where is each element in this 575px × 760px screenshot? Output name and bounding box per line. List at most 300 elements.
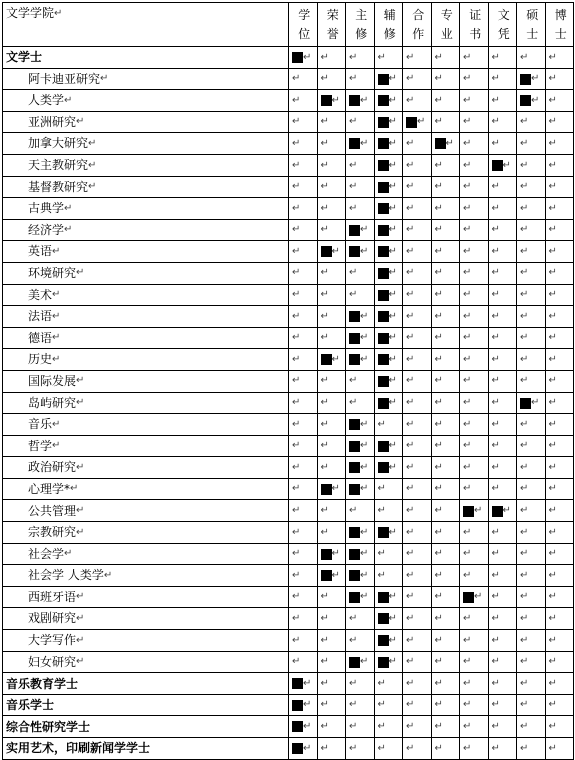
filled-square-icon [378, 246, 389, 257]
paragraph-mark-icon [435, 613, 443, 624]
offering-cell [317, 349, 346, 371]
paragraph-mark-icon [492, 462, 500, 473]
paragraph-mark-icon [520, 138, 528, 149]
paragraph-mark-icon [520, 52, 528, 63]
program-name: 基督教研究 [28, 179, 89, 194]
offering-cell [545, 327, 574, 349]
program-name: 政治研究 [28, 460, 77, 475]
offering-cell [374, 90, 403, 112]
paragraph-mark-icon [406, 246, 414, 257]
paragraph-mark-icon [321, 505, 329, 516]
offering-cell [317, 111, 346, 133]
offering-cell [545, 262, 574, 284]
offering-cell [488, 457, 517, 479]
paragraph-mark-icon [406, 224, 414, 235]
paragraph-mark-icon [292, 527, 300, 538]
offering-cell [545, 738, 574, 760]
paragraph-mark-icon [492, 181, 500, 192]
column-header-top: 文 [497, 7, 510, 22]
column-header-top: 合 [412, 7, 425, 22]
offering-cell [317, 457, 346, 479]
offering-cell [545, 457, 574, 479]
offering-cell [403, 565, 432, 587]
offering-cell [374, 651, 403, 673]
filled-square-icon [292, 721, 303, 732]
paragraph-mark-icon [406, 267, 414, 278]
offering-cell [545, 716, 574, 738]
paragraph-mark-icon [520, 591, 528, 602]
offering-cell [374, 738, 403, 760]
paragraph-mark-icon [389, 613, 397, 624]
paragraph-mark-icon [349, 505, 357, 516]
offering-cell [517, 306, 546, 328]
offering-cell [289, 392, 318, 414]
table-row [3, 435, 574, 457]
offering-cell [317, 198, 346, 220]
paragraph-mark-icon [52, 354, 60, 365]
offering-cell [317, 241, 346, 263]
paragraph-mark-icon [406, 375, 414, 386]
paragraph-mark-icon [378, 52, 386, 63]
paragraph-mark-icon [389, 203, 397, 214]
offering-cell [317, 673, 346, 695]
offering-cell [460, 370, 489, 392]
paragraph-mark-icon [321, 224, 329, 235]
paragraph-mark-icon [549, 332, 557, 343]
offering-cell [346, 522, 375, 544]
offering-cell [289, 586, 318, 608]
paragraph-mark-icon [492, 332, 500, 343]
offering-cell [403, 176, 432, 198]
filled-square-icon [378, 182, 389, 193]
offering-cell [517, 219, 546, 241]
offering-cell [374, 198, 403, 220]
paragraph-mark-icon [549, 527, 557, 538]
offering-cell [431, 219, 460, 241]
paragraph-mark-icon [378, 505, 386, 516]
table-row [3, 349, 574, 371]
offering-cell [374, 608, 403, 630]
paragraph-mark-icon [406, 397, 414, 408]
paragraph-mark-icon [435, 678, 443, 689]
offering-cell [289, 133, 318, 155]
column-header-bottom: 誉 [326, 26, 339, 41]
paragraph-mark-icon [321, 699, 329, 710]
column-header-bottom: 士 [554, 26, 567, 41]
paragraph-mark-icon [492, 354, 500, 365]
offering-cell [374, 306, 403, 328]
offering-cell [346, 392, 375, 414]
offering-cell [346, 306, 375, 328]
offering-cell [289, 47, 318, 69]
filled-square-icon [378, 354, 389, 365]
offering-cell [346, 327, 375, 349]
program-name-cell [3, 349, 289, 371]
filled-square-icon [349, 311, 360, 322]
paragraph-mark-icon [104, 570, 112, 581]
paragraph-mark-icon [389, 656, 397, 667]
paragraph-mark-icon [435, 548, 443, 559]
faculty-title: 文学学院 [6, 6, 55, 20]
offering-cell [289, 90, 318, 112]
offering-cell [431, 176, 460, 198]
offering-cell [431, 543, 460, 565]
paragraph-mark-icon [292, 419, 300, 430]
offering-cell [488, 716, 517, 738]
header-row [3, 3, 574, 47]
paragraph-mark-icon [520, 375, 528, 386]
paragraph-mark-icon [435, 354, 443, 365]
table-row [3, 176, 574, 198]
paragraph-mark-icon [435, 656, 443, 667]
offering-cell [460, 500, 489, 522]
paragraph-mark-icon [463, 548, 471, 559]
offering-cell [460, 478, 489, 500]
paragraph-mark-icon [360, 483, 368, 494]
column-header [488, 3, 517, 47]
paragraph-mark-icon [463, 52, 471, 63]
offering-cell [374, 522, 403, 544]
paragraph-mark-icon [321, 721, 329, 732]
filled-square-icon [292, 743, 303, 754]
paragraph-mark-icon [531, 397, 539, 408]
table-row [3, 68, 574, 90]
program-name: 天主教研究 [28, 158, 89, 173]
paragraph-mark-icon [406, 613, 414, 624]
column-header-top: 证 [469, 7, 482, 22]
offering-cell [346, 241, 375, 263]
paragraph-mark-icon [417, 116, 425, 127]
offering-cell [403, 457, 432, 479]
offering-cell [545, 500, 574, 522]
filled-square-icon [520, 398, 531, 409]
paragraph-mark-icon [463, 203, 471, 214]
paragraph-mark-icon [549, 52, 557, 63]
paragraph-mark-icon [76, 267, 84, 278]
offering-cell [346, 68, 375, 90]
offering-cell [488, 522, 517, 544]
offering-cell [488, 392, 517, 414]
offering-cell [317, 219, 346, 241]
paragraph-mark-icon [520, 332, 528, 343]
offering-cell [431, 435, 460, 457]
filled-square-icon [349, 95, 360, 106]
paragraph-mark-icon [520, 419, 528, 430]
paragraph-mark-icon [389, 591, 397, 602]
offering-cell [460, 349, 489, 371]
paragraph-mark-icon [520, 181, 528, 192]
offering-cell [317, 306, 346, 328]
paragraph-mark-icon [378, 548, 386, 559]
offering-cell [431, 262, 460, 284]
filled-square-icon [321, 549, 332, 560]
filled-square-icon [321, 95, 332, 106]
offering-cell [517, 694, 546, 716]
offering-cell [289, 457, 318, 479]
offering-cell [403, 522, 432, 544]
paragraph-mark-icon [360, 419, 368, 430]
column-header-top: 学 [298, 7, 311, 22]
paragraph-mark-icon [435, 635, 443, 646]
paragraph-mark-icon [389, 462, 397, 473]
program-name: 经济学 [28, 222, 65, 237]
offering-cell [403, 392, 432, 414]
paragraph-mark-icon [463, 419, 471, 430]
paragraph-mark-icon [520, 203, 528, 214]
paragraph-mark-icon [64, 203, 72, 214]
paragraph-mark-icon [520, 613, 528, 624]
offering-cell [460, 738, 489, 760]
paragraph-mark-icon [349, 73, 357, 84]
offering-cell [346, 565, 375, 587]
offering-cell [289, 694, 318, 716]
offering-cell [317, 414, 346, 436]
filled-square-icon [378, 74, 389, 85]
offering-cell [545, 133, 574, 155]
paragraph-mark-icon [463, 95, 471, 106]
paragraph-mark-icon [435, 181, 443, 192]
offering-cell [403, 133, 432, 155]
paragraph-mark-icon [349, 203, 357, 214]
offering-cell [460, 111, 489, 133]
offering-cell [517, 457, 546, 479]
table-row [3, 673, 574, 695]
offering-cell [403, 716, 432, 738]
paragraph-mark-icon [406, 73, 414, 84]
offering-cell [317, 565, 346, 587]
filled-square-icon [406, 117, 417, 128]
paragraph-mark-icon [435, 246, 443, 257]
paragraph-mark-icon [389, 95, 397, 106]
paragraph-mark-icon [321, 289, 329, 300]
paragraph-mark-icon [492, 570, 500, 581]
program-name-cell [3, 262, 289, 284]
offering-cell [289, 478, 318, 500]
offering-cell [403, 651, 432, 673]
paragraph-mark-icon [378, 678, 386, 689]
filled-square-icon [321, 484, 332, 495]
offering-cell [517, 673, 546, 695]
offering-cell [289, 630, 318, 652]
paragraph-mark-icon [435, 224, 443, 235]
offering-cell [460, 90, 489, 112]
paragraph-mark-icon [520, 246, 528, 257]
paragraph-mark-icon [389, 138, 397, 149]
offering-cell [346, 694, 375, 716]
paragraph-mark-icon [435, 570, 443, 581]
offering-cell [517, 392, 546, 414]
paragraph-mark-icon [349, 116, 357, 127]
paragraph-mark-icon [531, 95, 539, 106]
offering-cell [545, 47, 574, 69]
paragraph-mark-icon [76, 527, 84, 538]
offering-cell [545, 651, 574, 673]
offering-cell [346, 630, 375, 652]
program-name: 古典学 [28, 201, 65, 216]
paragraph-mark-icon [549, 73, 557, 84]
paragraph-mark-icon [406, 440, 414, 451]
column-header [431, 3, 460, 47]
filled-square-icon [292, 678, 303, 689]
paragraph-mark-icon [492, 699, 500, 710]
offering-cell [460, 47, 489, 69]
program-name: 加拿大研究 [28, 136, 89, 151]
column-header-bottom: 修 [355, 26, 368, 41]
program-name: 大学写作 [28, 633, 77, 648]
table-row [3, 694, 574, 716]
offering-cell [460, 154, 489, 176]
program-name-cell [3, 586, 289, 608]
paragraph-mark-icon [549, 483, 557, 494]
paragraph-mark-icon [492, 743, 500, 754]
paragraph-mark-icon [406, 462, 414, 473]
paragraph-mark-icon [492, 246, 500, 257]
offering-cell [403, 219, 432, 241]
offering-cell [488, 133, 517, 155]
paragraph-mark-icon [360, 440, 368, 451]
offering-cell [317, 284, 346, 306]
offering-cell [488, 262, 517, 284]
offering-cell [374, 630, 403, 652]
program-name: 哲学 [28, 438, 53, 453]
paragraph-mark-icon [492, 95, 500, 106]
paragraph-mark-icon [463, 635, 471, 646]
paragraph-mark-icon [321, 527, 329, 538]
offering-cell [374, 457, 403, 479]
offering-cell [431, 694, 460, 716]
paragraph-mark-icon [492, 138, 500, 149]
offering-cell [431, 47, 460, 69]
program-name-cell [3, 133, 289, 155]
offering-cell [403, 68, 432, 90]
offering-cell [431, 111, 460, 133]
paragraph-mark-icon [406, 656, 414, 667]
filled-square-icon [378, 398, 389, 409]
offering-cell [460, 68, 489, 90]
offering-cell [346, 198, 375, 220]
offering-cell [431, 370, 460, 392]
offering-cell [517, 478, 546, 500]
paragraph-mark-icon [321, 419, 329, 430]
program-name-cell [3, 673, 289, 695]
paragraph-mark-icon [463, 246, 471, 257]
offering-cell [545, 219, 574, 241]
offering-cell [346, 478, 375, 500]
offering-cell [374, 392, 403, 414]
paragraph-mark-icon [332, 483, 340, 494]
paragraph-mark-icon [549, 246, 557, 257]
offering-cell [289, 370, 318, 392]
offering-cell [460, 241, 489, 263]
paragraph-mark-icon [492, 267, 500, 278]
paragraph-mark-icon [292, 332, 300, 343]
paragraph-mark-icon [54, 8, 62, 19]
paragraph-mark-icon [76, 613, 84, 624]
paragraph-mark-icon [463, 289, 471, 300]
offering-cell [317, 716, 346, 738]
paragraph-mark-icon [292, 95, 300, 106]
paragraph-mark-icon [463, 224, 471, 235]
paragraph-mark-icon [435, 160, 443, 171]
offering-cell [317, 608, 346, 630]
paragraph-mark-icon [349, 52, 357, 63]
paragraph-mark-icon [406, 332, 414, 343]
offering-cell [289, 500, 318, 522]
paragraph-mark-icon [549, 548, 557, 559]
offering-cell [346, 176, 375, 198]
filled-square-icon [349, 138, 360, 149]
paragraph-mark-icon [492, 548, 500, 559]
program-name-cell [3, 392, 289, 414]
program-name: 综合性研究学士 [6, 719, 91, 734]
offering-cell [488, 349, 517, 371]
offering-cell [460, 198, 489, 220]
paragraph-mark-icon [332, 548, 340, 559]
offering-cell [289, 651, 318, 673]
filled-square-icon [378, 333, 389, 344]
offering-cell [403, 370, 432, 392]
paragraph-mark-icon [435, 483, 443, 494]
offering-cell [317, 694, 346, 716]
offering-cell [460, 435, 489, 457]
offering-cell [545, 673, 574, 695]
offering-cell [460, 586, 489, 608]
paragraph-mark-icon [349, 160, 357, 171]
offering-cell [460, 716, 489, 738]
filled-square-icon [463, 592, 474, 603]
program-name-cell [3, 543, 289, 565]
offering-cell [431, 133, 460, 155]
paragraph-mark-icon [76, 656, 84, 667]
offering-cell [488, 414, 517, 436]
offering-cell [517, 630, 546, 652]
offering-cell [545, 435, 574, 457]
filled-square-icon [349, 527, 360, 538]
offering-cell [488, 586, 517, 608]
filled-square-icon [492, 160, 503, 171]
paragraph-mark-icon [492, 52, 500, 63]
paragraph-mark-icon [435, 397, 443, 408]
paragraph-mark-icon [292, 505, 300, 516]
paragraph-mark-icon [76, 397, 84, 408]
offering-cell [289, 327, 318, 349]
offering-cell [517, 111, 546, 133]
paragraph-mark-icon [406, 419, 414, 430]
offering-cell [517, 262, 546, 284]
offering-cell [431, 68, 460, 90]
offering-cell [517, 543, 546, 565]
offering-cell [374, 262, 403, 284]
paragraph-mark-icon [492, 203, 500, 214]
column-header [460, 3, 489, 47]
paragraph-mark-icon [492, 224, 500, 235]
offering-cell [403, 608, 432, 630]
paragraph-mark-icon [406, 354, 414, 365]
offering-cell [289, 219, 318, 241]
program-name: 国际发展 [28, 373, 77, 388]
paragraph-mark-icon [520, 678, 528, 689]
offering-cell [431, 630, 460, 652]
paragraph-mark-icon [292, 73, 300, 84]
paragraph-mark-icon [531, 73, 539, 84]
offering-cell [403, 327, 432, 349]
offering-cell [431, 586, 460, 608]
offering-cell [346, 154, 375, 176]
paragraph-mark-icon [520, 160, 528, 171]
paragraph-mark-icon [292, 246, 300, 257]
offering-cell [374, 284, 403, 306]
paragraph-mark-icon [406, 570, 414, 581]
